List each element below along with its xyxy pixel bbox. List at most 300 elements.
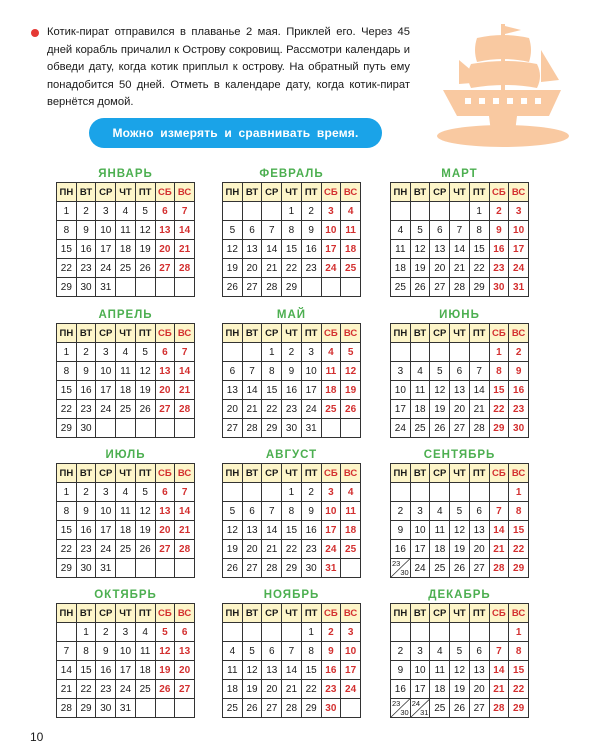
day-cell: 20 (155, 240, 175, 259)
day-cell: 24 (391, 419, 411, 438)
week-row (391, 202, 529, 221)
split-day (391, 559, 410, 577)
day-cell: 28 (489, 699, 509, 718)
day-cell: 18 (410, 400, 430, 419)
week-row (223, 699, 361, 718)
month-calendar (390, 167, 529, 297)
weekday-header: ЧТ (282, 604, 302, 623)
day-cell: 6 (223, 362, 243, 381)
day-cell: 18 (430, 680, 450, 699)
day-cell: 3 (321, 483, 341, 502)
day-cell: 6 (262, 642, 282, 661)
day-cell (242, 343, 262, 362)
day-cell (341, 559, 361, 578)
weekday-header: ВС (341, 464, 361, 483)
week-row (223, 400, 361, 419)
day-cell: 9 (391, 521, 411, 540)
weekday-header: ПТ (469, 464, 489, 483)
day-cell: 18 (116, 521, 136, 540)
day-cell: 14 (450, 240, 470, 259)
week-row (223, 343, 361, 362)
week-row (223, 502, 361, 521)
day-cell: 16 (321, 661, 341, 680)
weekday-header: ПН (223, 464, 243, 483)
day-cell (391, 202, 411, 221)
weekday-header: ПТ (135, 464, 155, 483)
day-cell: 26 (223, 278, 243, 297)
month-calendar (390, 588, 529, 718)
day-cell: 21 (469, 400, 489, 419)
day-cell: 16 (301, 240, 321, 259)
day-cell: 5 (135, 483, 155, 502)
day-cell: 8 (469, 221, 489, 240)
day-cell: 1 (57, 483, 77, 502)
month-calendar (56, 167, 195, 297)
day-cell (223, 623, 243, 642)
day-cell: 31 (96, 559, 116, 578)
day-cell: 28 (262, 559, 282, 578)
day-cell (223, 483, 243, 502)
day-cell: 7 (489, 502, 509, 521)
day-cell (242, 483, 262, 502)
week-row (57, 419, 195, 438)
day-cell: 7 (262, 221, 282, 240)
week-row (391, 381, 529, 400)
day-cell: 19 (155, 661, 175, 680)
day-cell (341, 419, 361, 438)
weekday-header: СБ (489, 464, 509, 483)
day-cell (430, 343, 450, 362)
weekday-header: ЧТ (450, 324, 470, 343)
month-title: СЕНТЯБРЬ (423, 449, 496, 461)
day-cell: 3 (410, 642, 430, 661)
day-cell: 14 (282, 661, 302, 680)
weekday-header: ВС (509, 183, 529, 202)
day-cell: 9 (76, 502, 96, 521)
day-cell: 11 (223, 661, 243, 680)
day-cell: 15 (301, 661, 321, 680)
day-cell: 27 (262, 699, 282, 718)
day-cell: 15 (469, 240, 489, 259)
day-cell (116, 559, 136, 578)
day-cell: 19 (223, 540, 243, 559)
day-cell: 26 (223, 559, 243, 578)
day-cell: 6 (242, 221, 262, 240)
day-cell: 14 (262, 240, 282, 259)
day-cell: 14 (469, 381, 489, 400)
day-cell: 9 (96, 642, 116, 661)
week-row (223, 259, 361, 278)
day-cell: 3 (96, 483, 116, 502)
day-cell: 4 (135, 623, 155, 642)
week-row (57, 623, 195, 642)
day-cell: 12 (341, 362, 361, 381)
day-cell: 7 (262, 502, 282, 521)
day-cell: 21 (57, 680, 77, 699)
day-cell: 20 (450, 400, 470, 419)
day-cell: 4 (321, 343, 341, 362)
day-cell: 19 (135, 240, 155, 259)
weekday-header: ЧТ (282, 324, 302, 343)
day-cell: 27 (469, 559, 489, 578)
day-cell: 29 (489, 419, 509, 438)
day-cell (155, 559, 175, 578)
day-cell: 2 (76, 202, 96, 221)
day-cell: 18 (430, 540, 450, 559)
day-cell (262, 483, 282, 502)
red-dot-icon (31, 29, 39, 37)
day-cell: 4 (430, 502, 450, 521)
day-cell: 19 (223, 259, 243, 278)
day-cell: 29 (282, 559, 302, 578)
day-cell: 6 (155, 202, 175, 221)
day-cell (175, 559, 195, 578)
day-cell: 24 (509, 259, 529, 278)
week-row (391, 221, 529, 240)
day-cell (391, 623, 411, 642)
day-cell: 10 (321, 502, 341, 521)
day-cell: 28 (469, 419, 489, 438)
day-cell: 13 (223, 381, 243, 400)
day-cell: 9 (391, 661, 411, 680)
month-table (56, 603, 195, 718)
day-cell: 9 (509, 362, 529, 381)
day-cell: 22 (469, 259, 489, 278)
day-cell: 18 (341, 521, 361, 540)
day-cell (155, 419, 175, 438)
day-cell: 1 (282, 202, 302, 221)
weekday-header: ПН (223, 324, 243, 343)
month-calendar (390, 448, 529, 578)
day-cell: 23 (509, 400, 529, 419)
day-cell (262, 202, 282, 221)
day-cell: 1 (509, 623, 529, 642)
weekday-header: СР (262, 464, 282, 483)
day-cell: 17 (301, 381, 321, 400)
month-title: АПРЕЛЬ (98, 309, 153, 321)
day-cell: 23 (321, 680, 341, 699)
day-cell: 25 (321, 400, 341, 419)
month-table (56, 182, 195, 297)
week-row (223, 381, 361, 400)
day-cell: 11 (391, 240, 411, 259)
day-cell (450, 483, 470, 502)
weekday-header: ЧТ (116, 324, 136, 343)
day-cell: 15 (509, 521, 529, 540)
day-cell (155, 699, 175, 718)
day-cell: 10 (410, 661, 430, 680)
day-cell: 29 (509, 699, 529, 718)
day-cell: 11 (135, 642, 155, 661)
day-cell: 3 (509, 202, 529, 221)
day-cell: 14 (489, 661, 509, 680)
day-cell (135, 278, 155, 297)
day-cell: 28 (175, 400, 195, 419)
ship-icon (425, 20, 575, 148)
weekday-header: ПТ (301, 604, 321, 623)
week-row (57, 483, 195, 502)
day-cell: 7 (175, 483, 195, 502)
day-cell: 25 (341, 259, 361, 278)
day-cell: 22 (57, 540, 77, 559)
day-cell: 20 (242, 540, 262, 559)
day-cell: 21 (282, 680, 302, 699)
day-cell: 31 (96, 278, 116, 297)
day-cell: 4 (410, 362, 430, 381)
weekday-header: ВТ (410, 604, 430, 623)
day-cell: 8 (282, 502, 302, 521)
day-cell: 25 (116, 540, 136, 559)
day-cell: 23 (76, 540, 96, 559)
weekday-header: ВС (509, 324, 529, 343)
month-calendar (222, 588, 361, 718)
week-row (391, 559, 529, 578)
day-cell: 14 (175, 502, 195, 521)
day-cell: 6 (155, 483, 175, 502)
day-cell: 8 (57, 221, 77, 240)
day-cell: 12 (135, 502, 155, 521)
day-cell: 31 (321, 559, 341, 578)
month-title: ОКТЯБРЬ (94, 589, 157, 601)
month-calendar (56, 448, 195, 578)
week-row (391, 540, 529, 559)
day-cell: 15 (282, 240, 302, 259)
week-row (391, 502, 529, 521)
day-cell: 10 (96, 221, 116, 240)
day-cell: 1 (469, 202, 489, 221)
day-cell: 2 (391, 642, 411, 661)
day-cell: 21 (489, 680, 509, 699)
month-title: МАРТ (441, 168, 478, 180)
month-table (56, 323, 195, 438)
weekday-header: СБ (155, 464, 175, 483)
weekday-header: СБ (321, 464, 341, 483)
day-cell: 5 (410, 221, 430, 240)
day-cell: 29 (282, 278, 302, 297)
day-cell: 9 (489, 221, 509, 240)
weekday-header: СР (262, 183, 282, 202)
day-cell: 11 (341, 502, 361, 521)
weekday-header: ВТ (410, 183, 430, 202)
week-row (223, 278, 361, 297)
day-cell: 8 (301, 642, 321, 661)
day-cell (430, 483, 450, 502)
day-cell: 17 (410, 680, 430, 699)
day-cell: 5 (155, 623, 175, 642)
day-cell: 18 (135, 661, 155, 680)
day-cell: 29 (509, 559, 529, 578)
day-cell: 13 (450, 381, 470, 400)
weekday-header: ПН (57, 464, 77, 483)
day-cell: 31 (301, 419, 321, 438)
day-cell (430, 623, 450, 642)
day-cell: 3 (410, 502, 430, 521)
day-cell (135, 699, 155, 718)
day-cell: 1 (301, 623, 321, 642)
weekday-header: СР (262, 604, 282, 623)
weekday-header: СБ (321, 324, 341, 343)
day-cell: 24 (96, 259, 116, 278)
day-cell: 30 (96, 699, 116, 718)
day-cell: 14 (242, 381, 262, 400)
day-cell: 21 (489, 540, 509, 559)
day-cell: 4 (341, 202, 361, 221)
weekday-header: ВС (341, 604, 361, 623)
day-cell: 30 (282, 419, 302, 438)
day-cell (116, 278, 136, 297)
day-cell: 26 (242, 699, 262, 718)
day-cell: 20 (155, 381, 175, 400)
day-cell: 9 (282, 362, 302, 381)
day-cell: 24 (341, 680, 361, 699)
day-cell: 3 (96, 202, 116, 221)
month-table (390, 323, 529, 438)
weekday-header: ПН (57, 183, 77, 202)
day-cell: 27 (175, 680, 195, 699)
day-cell: 9 (321, 642, 341, 661)
day-cell (391, 343, 411, 362)
day-cell: 15 (57, 521, 77, 540)
day-cell: 8 (57, 362, 77, 381)
day-cell: 28 (175, 540, 195, 559)
day-cell: 25 (410, 419, 430, 438)
day-cell: 10 (96, 362, 116, 381)
day-cell: 26 (155, 680, 175, 699)
day-cell: 29 (469, 278, 489, 297)
day-cell: 28 (450, 278, 470, 297)
split-day (391, 699, 410, 717)
split-day (411, 699, 430, 717)
day-cell: 2 (282, 343, 302, 362)
weekday-header: СР (430, 324, 450, 343)
day-cell: 29 (57, 278, 77, 297)
weekday-header: СР (96, 183, 116, 202)
weekday-header: ПТ (469, 183, 489, 202)
day-cell: 28 (489, 559, 509, 578)
day-cell: 29 (301, 699, 321, 718)
day-cell: 27 (155, 259, 175, 278)
weekday-header: ПТ (135, 324, 155, 343)
day-cell: 25 (430, 559, 450, 578)
day-cell: 5 (223, 502, 243, 521)
month-table (222, 323, 361, 438)
day-cell: 30 (509, 419, 529, 438)
day-cell: 12 (450, 521, 470, 540)
week-row (223, 661, 361, 680)
banner-label: Можно измерять и сравнивать время. (112, 126, 359, 140)
day-cell: 9 (76, 362, 96, 381)
day-cell (262, 623, 282, 642)
day-cell: 20 (155, 521, 175, 540)
day-cell: 18 (321, 381, 341, 400)
day-cell: 22 (262, 400, 282, 419)
day-cell (301, 278, 321, 297)
day-cell: 16 (96, 661, 116, 680)
day-cell: 14 (57, 661, 77, 680)
day-cell (489, 623, 509, 642)
day-cell (175, 419, 195, 438)
day-cell: 5 (223, 221, 243, 240)
day-cell: 1 (262, 343, 282, 362)
day-cell: 19 (341, 381, 361, 400)
weekday-header: ЧТ (116, 604, 136, 623)
month-calendar (390, 308, 529, 438)
day-cell: 22 (301, 680, 321, 699)
day-cell: 3 (116, 623, 136, 642)
week-row (57, 362, 195, 381)
day-cell: 19 (135, 381, 155, 400)
split-day-second: 31 (420, 708, 429, 717)
weekday-header: ПТ (469, 604, 489, 623)
day-cell: 23 (282, 400, 302, 419)
day-cell: 10 (410, 521, 430, 540)
day-cell: 22 (282, 540, 302, 559)
day-cell: 6 (469, 502, 489, 521)
day-cell: 6 (469, 642, 489, 661)
day-cell: 15 (489, 381, 509, 400)
day-cell: 2 (301, 202, 321, 221)
day-cell: 10 (341, 642, 361, 661)
day-cell: 20 (430, 259, 450, 278)
day-cell: 13 (155, 362, 175, 381)
day-cell: 5 (242, 642, 262, 661)
day-cell: 13 (469, 521, 489, 540)
day-cell: 4 (116, 343, 136, 362)
day-cell: 7 (282, 642, 302, 661)
month-title: ЯНВАРЬ (98, 168, 153, 180)
day-cell: 12 (410, 240, 430, 259)
day-cell: 15 (282, 521, 302, 540)
day-cell: 30 (489, 278, 509, 297)
day-cell: 28 (175, 259, 195, 278)
day-cell: 5 (430, 362, 450, 381)
day-cell: 1 (282, 483, 302, 502)
day-cell: 10 (391, 381, 411, 400)
day-cell: 16 (76, 240, 96, 259)
day-cell: 23 (76, 400, 96, 419)
day-cell (175, 278, 195, 297)
day-cell: 6 (430, 221, 450, 240)
week-row (223, 521, 361, 540)
week-row (57, 502, 195, 521)
day-cell: 13 (242, 521, 262, 540)
day-cell: 14 (175, 362, 195, 381)
weekday-header: ПН (223, 604, 243, 623)
day-cell (450, 623, 470, 642)
day-cell: 13 (262, 661, 282, 680)
weekday-header: СБ (155, 324, 175, 343)
day-cell: 6 (450, 362, 470, 381)
day-cell: 16 (282, 381, 302, 400)
day-cell (135, 419, 155, 438)
day-cell: 8 (509, 502, 529, 521)
day-cell: 12 (430, 381, 450, 400)
day-cell (410, 202, 430, 221)
day-cell: 15 (57, 381, 77, 400)
week-row (223, 240, 361, 259)
day-cell: 11 (430, 661, 450, 680)
month-title: ИЮЛЬ (105, 449, 146, 461)
day-cell: 30 (301, 559, 321, 578)
day-cell: 19 (410, 259, 430, 278)
split-day-first: 23 (392, 559, 401, 568)
day-cell: 16 (301, 521, 321, 540)
day-cell (450, 343, 470, 362)
day-cell: 29 (262, 419, 282, 438)
weekday-header: ПТ (301, 464, 321, 483)
day-cell: 12 (223, 240, 243, 259)
day-cell: 5 (450, 642, 470, 661)
